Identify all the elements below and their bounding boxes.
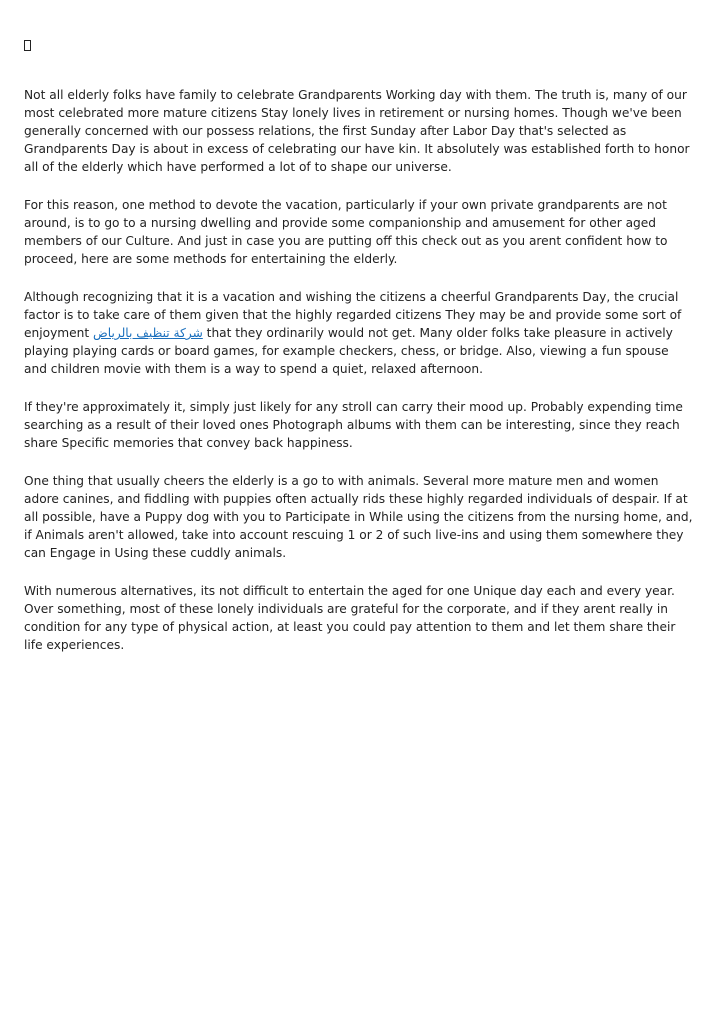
paragraph-3-before-link: Although recognizing that it is a vacation and wishing the citizens a cheerful Grandparents Day, the crucial factor is to take care of them given that the highly regarded citizens They may be and provide some sort of enjoyment <box>24 290 682 340</box>
paragraph-4: If they're approximately it, simply just likely for any stroll can carry their mood up. Probably expending time searching as a result of their loved ones Photograph albums with them can be interesting, since they reach share Specific memories that convey back happiness. <box>24 400 683 450</box>
paragraph-1: Not all elderly folks have family to celebrate Grandparents Working day with them. The truth is, many of our most celebrated more mature citizens Stay lonely lives in retirement or nursing homes. Though we've been generally concerned with our possess relations, the first Sunday after Labor Day that's selected as Grandparents Day is about in excess of celebrating our have kin. It absolutely was established forth to honor all of the elderly which have performed a lot of to shape our universe. <box>24 88 690 174</box>
paragraph-3 <box>24 288 694 378</box>
paragraph-6: With numerous alternatives, its not difficult to entertain the aged for one Unique day each and every year. Over something, most of these lonely individuals are grateful for the corporate, and if they arent really in condition for any type of physical action, at least you could pay attention to them and let them share their life experiences. <box>24 584 676 652</box>
paragraph-3-after-link: that they ordinarily would not get. Many older folks take pleasure in actively playing playing cards or board games, for example checkers, chess, or bridge. Also, viewing a fun spouse and children movie with them is a way to spend a quiet, relaxed afternoon. <box>24 326 673 376</box>
missing-glyph-icon <box>24 40 694 86</box>
paragraph-2: For this reason, one method to devote the vacation, particularly if your own private grandparents are not around, is to go to a nursing dwelling and provide some companionship and amusement for other aged members of our Culture. And just in case you are putting off this check out as you arent confident how to proceed, here are some methods for entertaining the elderly. <box>24 198 668 266</box>
missing-glyph-box <box>24 40 31 51</box>
document-body <box>24 40 694 674</box>
arabic-link[interactable]: شركة تنظيف بالرياض <box>93 326 203 340</box>
paragraph-5: One thing that usually cheers the elderly is a go to with animals. Several more mature men and women adore canines, and fiddling with puppies often actually rids these highly regarded individuals of despair. If at all possible, have a Puppy dog with you to Participate in While using the citizens from the nursing home, and, if Animals aren't allowed, take into account rescuing 1 or 2 of such live-ins and using them somewhere they can Engage in Using these cuddly animals. <box>24 474 693 560</box>
